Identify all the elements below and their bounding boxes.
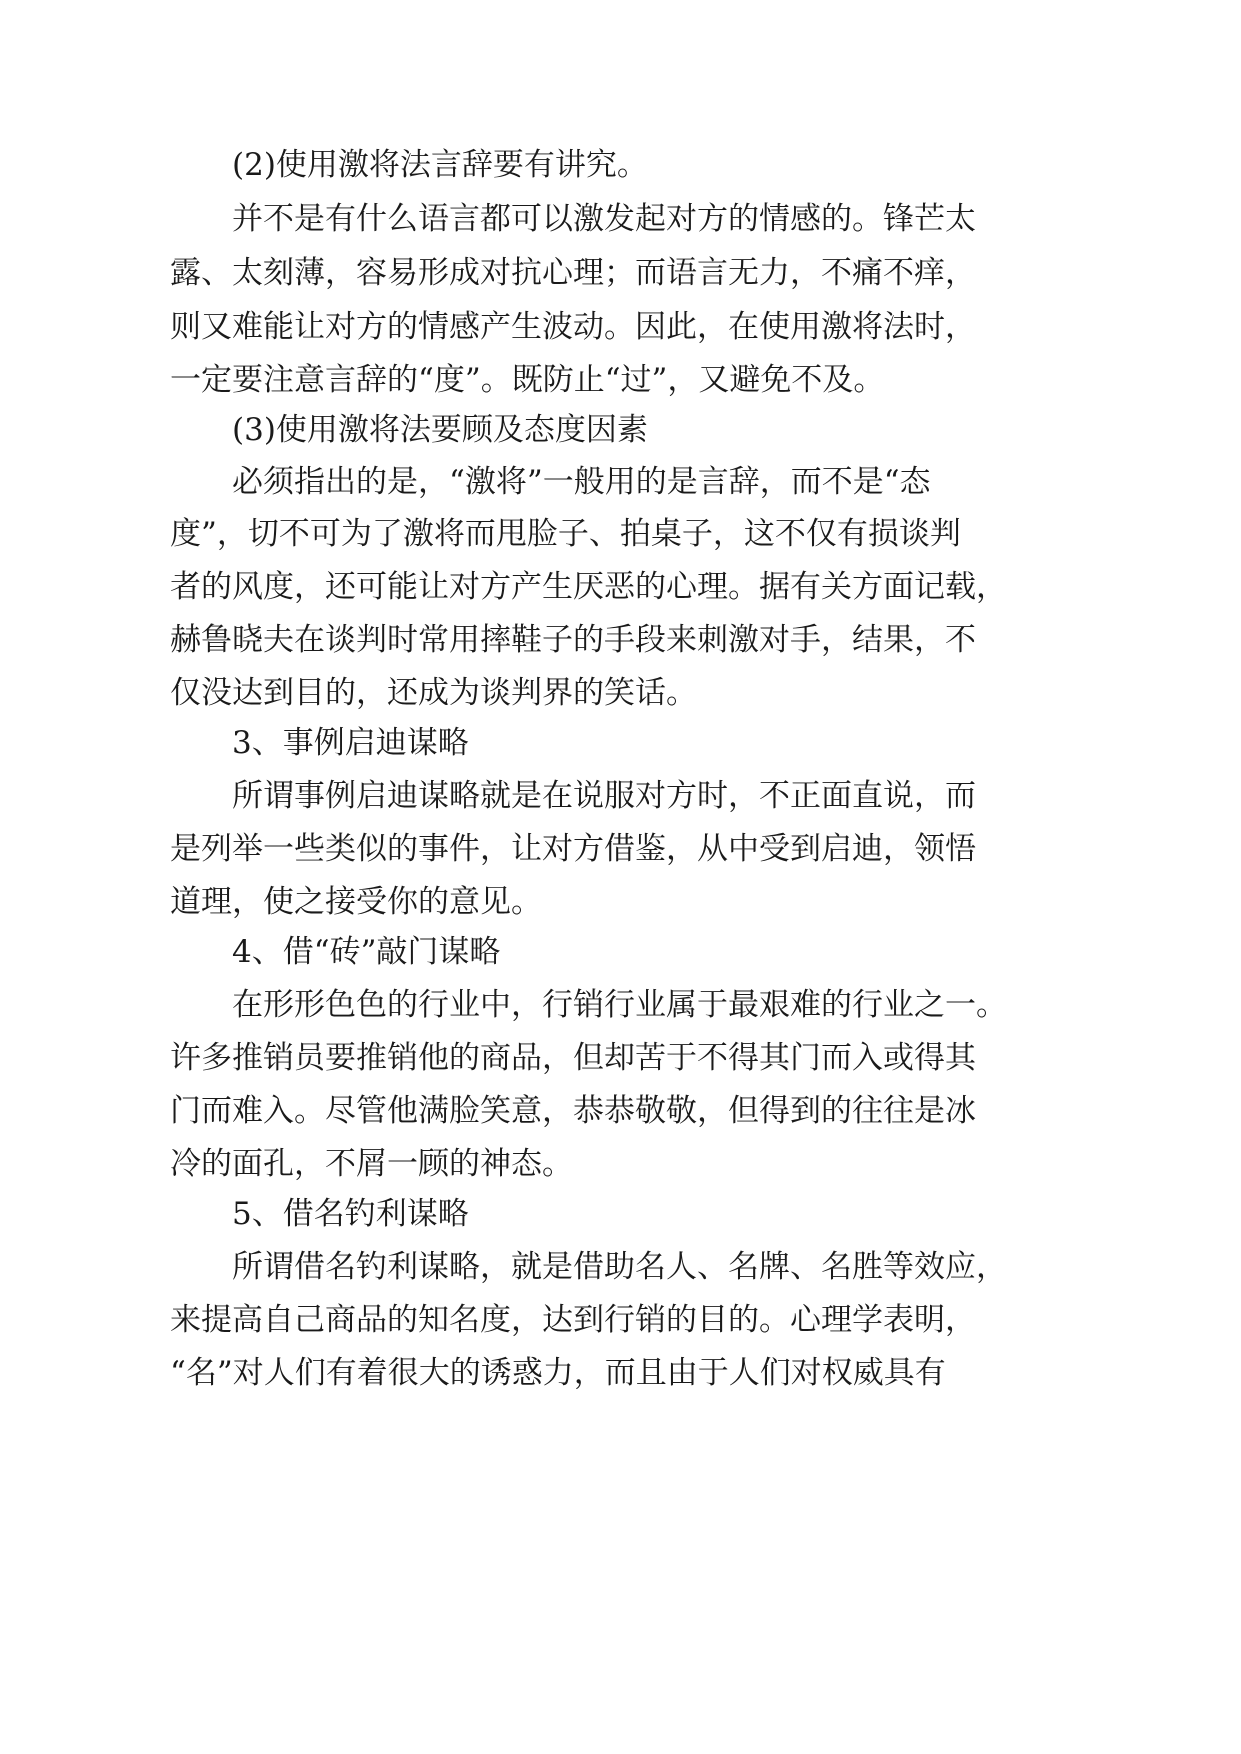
line-text: 道理，使之接受你的意见。 [170, 884, 542, 920]
text-line [0, 1237, 1241, 1297]
line-text: 赫鲁晓夫在谈判时常用摔鞋子的手段来刺激对手，结果，不 [170, 622, 976, 658]
line-text: 所谓事例启迪谋略就是在说服对方时，不正面直说，而 [232, 778, 976, 814]
line-text: 许多推销员要推销他的商品，但却苦于不得其门而入或得其 [170, 1040, 976, 1076]
text-line [0, 766, 1241, 826]
text-line [0, 1081, 1241, 1141]
text-line [0, 400, 1241, 460]
line-text: 者的风度，还可能让对方产生厌恶的心理。据有关方面记载， [170, 569, 1007, 605]
line-text: 冷的面孔，不屑一顾的神态。 [170, 1146, 573, 1182]
line-text: 则又难能让对方的情感产生波动。因此，在使用激将法时， [170, 309, 976, 345]
line-text: (2)使用激将法言辞要有讲究。 [232, 147, 648, 183]
text-line [0, 297, 1241, 357]
line-text: “名”对人们有着很大的诱惑力，而且由于人们对权威具有 [170, 1355, 946, 1391]
line-text: 一定要注意言辞的“度”。既防止“过”，又避免不及。 [170, 362, 885, 398]
line-text: 必须指出的是，“激将”一般用的是言辞，而不是“态 [232, 464, 931, 500]
line-text: 3、事例启迪谋略 [232, 725, 469, 761]
line-text: 门而难入。尽管他满脸笑意，恭恭敬敬，但得到的往往是冰 [170, 1093, 976, 1129]
line-text: 是列举一些类似的事件，让对方借鉴，从中受到启迪，领悟 [170, 831, 976, 867]
text-line [0, 1028, 1241, 1088]
text-line [0, 975, 1241, 1035]
line-text: 仅没达到目的，还成为谈判界的笑话。 [170, 675, 697, 711]
text-line [0, 713, 1241, 773]
line-text: 度”，切不可为了激将而甩脸子、拍桌子，这不仅有损谈判 [170, 516, 961, 552]
text-line [0, 243, 1241, 303]
line-text: 5、借名钓利谋略 [232, 1196, 469, 1232]
text-line [0, 922, 1241, 982]
text-line [0, 1343, 1241, 1403]
line-text: 在形形色色的行业中，行销行业属于最艰难的行业之一。 [232, 987, 1007, 1023]
text-line [0, 504, 1241, 564]
text-line [0, 135, 1241, 195]
line-text: 来提高自己商品的知名度，达到行销的目的。心理学表明， [170, 1302, 976, 1338]
line-text: 4、借“砖”敲门谋略 [232, 934, 501, 970]
line-text: 所谓借名钓利谋略，就是借助名人、名牌、名胜等效应， [232, 1249, 1007, 1285]
text-line [0, 452, 1241, 512]
text-line [0, 1290, 1241, 1350]
line-text: 并不是有什么语言都可以激发起对方的情感的。锋芒太 [232, 201, 976, 237]
line-text: 露、太刻薄，容易形成对抗心理；而语言无力，不痛不痒， [170, 255, 976, 291]
text-line [0, 819, 1241, 879]
line-text: (3)使用激将法要顾及态度因素 [232, 412, 648, 448]
text-line [0, 189, 1241, 249]
text-line [0, 1184, 1241, 1244]
text-line [0, 557, 1241, 617]
text-line [0, 610, 1241, 670]
